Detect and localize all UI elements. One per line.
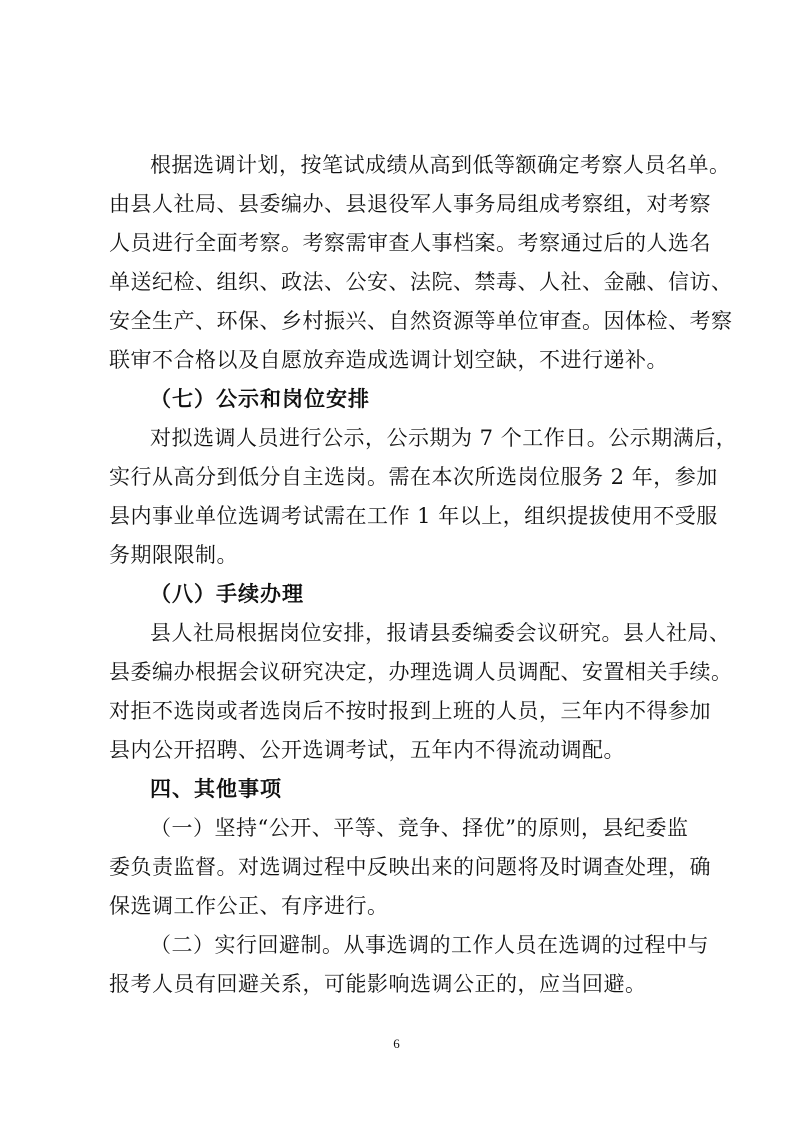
paragraph-line: 保选调工作公正、有序进行。 xyxy=(109,894,389,918)
section-heading-other-matters: 四、其他事项 xyxy=(150,777,282,801)
paragraph-line: 务期限限制。 xyxy=(109,543,238,567)
paragraph-line: 由县人社局、县委编办、县退役军人事务局组成考察组，对考察 xyxy=(109,192,711,216)
page-number: 6 xyxy=(393,1036,400,1051)
paragraph-line: 对拒不选岗或者选岗后不按时报到上班的人员，三年内不得参加 xyxy=(109,699,711,723)
paragraph-line: 安全生产、环保、乡村振兴、自然资源等单位审查。因体检、考察 xyxy=(109,309,733,333)
paragraph-line: 对拟选调人员进行公示，公示期为 7 个工作日。公示期满后， xyxy=(150,426,738,450)
section-heading-publicity: （七）公示和岗位安排 xyxy=(150,387,370,411)
paragraph-line: 县委编办根据会议研究决定，办理选调人员调配、安置相关手续。 xyxy=(109,660,733,684)
paragraph-line: 县人社局根据岗位安排，报请县委编委会议研究。县人社局、 xyxy=(150,621,731,645)
paragraph-line: 人员进行全面考察。考察需审查人事档案。考察通过后的人选名 xyxy=(109,231,711,255)
paragraph-line: 县内事业单位选调考试需在工作 1 年以上，组织提拔使用不受服 xyxy=(109,504,718,528)
paragraph-line: 单送纪检、组织、政法、公安、法院、禁毒、人社、金融、信访、 xyxy=(109,270,733,294)
paragraph-line: 实行从高分到低分自主选岗。需在本次所选岗位服务 2 年，参加 xyxy=(109,465,718,489)
paragraph-line: 根据选调计划，按笔试成绩从高到低等额确定考察人员名单。 xyxy=(150,153,731,177)
paragraph-line: （一）坚持“公开、平等、竞争、择优”的原则，县纪委监 xyxy=(150,816,689,840)
paragraph-line: 联审不合格以及自愿放弃造成选调计划空缺，不进行递补。 xyxy=(109,348,668,372)
paragraph-line: 报考人员有回避关系，可能影响选调公正的，应当回避。 xyxy=(109,972,647,996)
paragraph-line: 委负责监督。对选调过程中反映出来的问题将及时调查处理，确 xyxy=(109,855,711,879)
section-heading-procedures: （八）手续办理 xyxy=(150,582,304,606)
paragraph-line: 县内公开招聘、公开选调考试，五年内不得流动调配。 xyxy=(109,738,625,762)
paragraph-line: （二）实行回避制。从事选调的工作人员在选调的过程中与 xyxy=(150,933,709,957)
